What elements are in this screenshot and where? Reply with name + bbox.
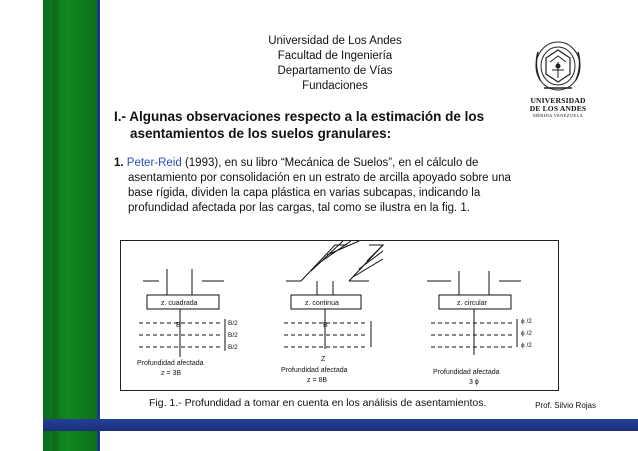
label-width-b-1: B: [176, 322, 181, 329]
author-credit: Prof. Silvio Rojas: [535, 401, 596, 410]
institution-header: [220, 34, 450, 94]
label-depth-3: Profundidad afectada: [433, 369, 500, 376]
paragraph-number: 1.: [114, 157, 124, 169]
section-title: I.- Algunas observaciones respecto a la estimación de los asentamientos de los suelos granulares:: [114, 109, 485, 141]
label-square-footing: z. cuadrada: [161, 300, 198, 307]
figure-caption: Fig. 1.- Profundidad a tomar en cuenta en los análisis de asentamientos.: [149, 397, 487, 409]
left-blue-line: [97, 0, 100, 451]
bottom-blue-band: [43, 419, 638, 431]
panel-continuous-footing: [284, 241, 383, 349]
figure-box: [120, 240, 559, 391]
left-green-bar: [43, 0, 97, 451]
label-sublayer-3-3: ϕ /2: [521, 342, 532, 349]
header-faculty: Facultad de Ingeniería: [277, 50, 393, 62]
panel-square-footing: [139, 269, 225, 357]
author-reference: Peter-Reid: [126, 157, 182, 169]
label-width-b-2: B: [323, 322, 328, 329]
paragraph-text: (1993), en su libro “Mecánica de Suelos”, en el cálculo de asentamiento por consolidación en un estrato de arcilla apoyado sobre una base rígida, dividen la capa plástica en varias subcapas, indicando la profundidad afectada por las cargas, tal como se ilustra en la fig. 1.: [128, 157, 511, 214]
header-course: Fundaciones: [302, 80, 368, 92]
label-sublayer-3-2: ϕ /2: [521, 330, 532, 337]
wordmark-line2: DE LOS ANDES: [529, 104, 587, 113]
label-sublayer-3-1: ϕ /2: [521, 318, 532, 325]
label-continuous-footing: z. continua: [305, 300, 339, 307]
label-formula-3: 3 ϕ: [469, 379, 479, 386]
label-formula-1: z = 3B: [161, 370, 182, 377]
panel-circular-footing: [427, 271, 521, 355]
label-sublayer-1-2: B/2: [228, 332, 238, 339]
label-formula-2: z = 8B: [307, 377, 328, 384]
wordmark-line1: UNIVERSIDAD: [530, 96, 586, 105]
label-circular-footing: z. circular: [457, 300, 487, 307]
label-sublayer-1-1: B/2: [228, 320, 238, 327]
wordmark-line3: MÉRIDA VENEZUELA: [532, 113, 584, 118]
label-depth-2: Profundidad afectada: [281, 367, 348, 374]
label-axis-z: Z: [321, 356, 326, 363]
paragraph-1: [114, 156, 533, 216]
university-wordmark: [518, 97, 598, 119]
label-sublayer-1-3: B/2: [228, 344, 238, 351]
label-depth-1: Profundidad afectada: [137, 360, 204, 367]
header-university: Universidad de Los Andes: [268, 35, 402, 47]
header-department: Departamento de Vías: [277, 65, 393, 77]
settlement-depth-diagram: [121, 241, 558, 390]
